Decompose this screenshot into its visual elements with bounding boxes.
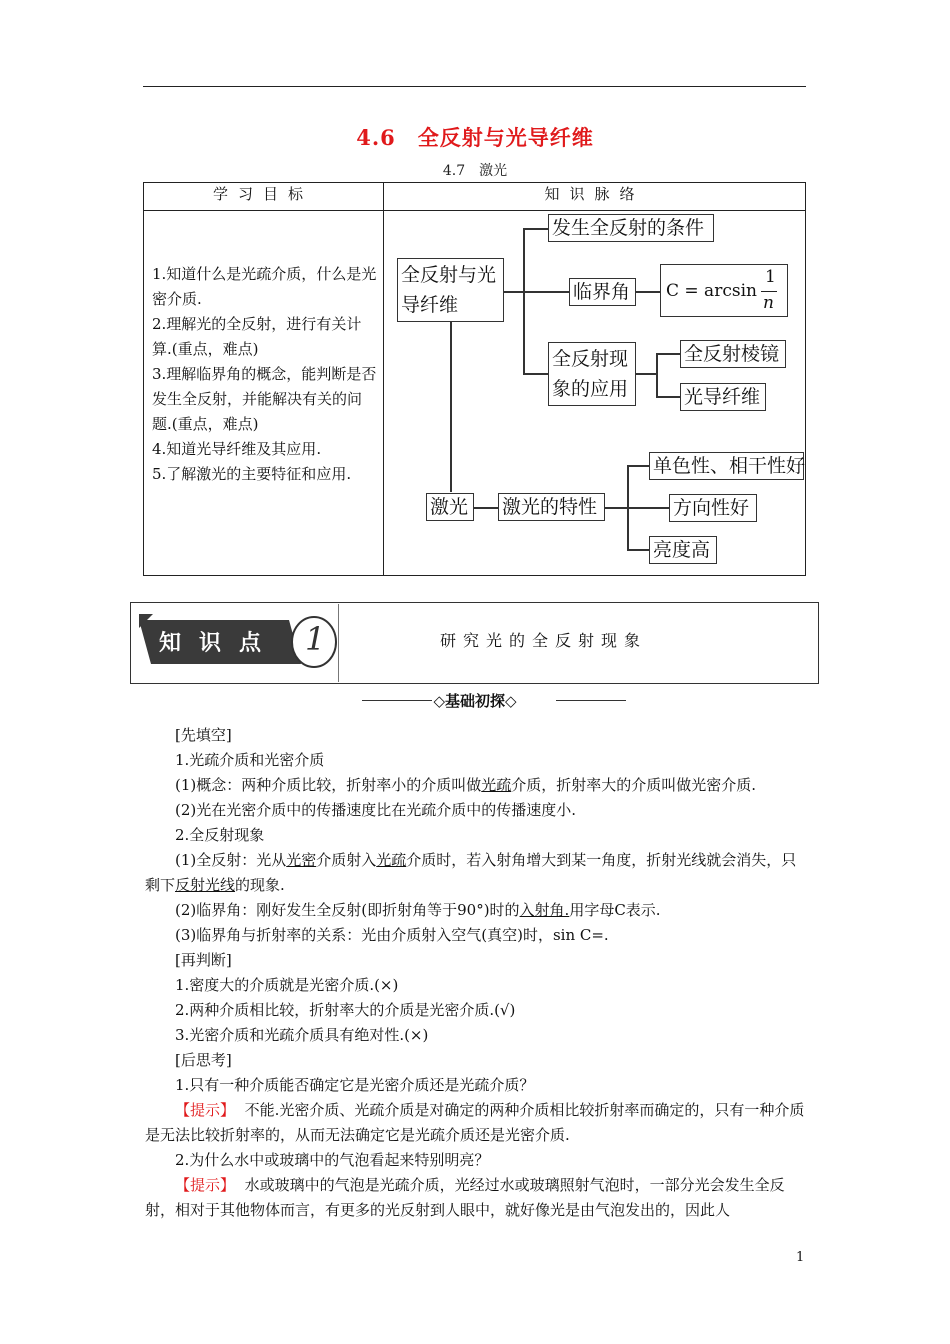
map-node-critical-angle: 临界角 [569,278,636,306]
underlined-answer: 光密 [286,851,317,869]
section-2-1 [145,848,810,898]
goal-item: 2.理解光的全反射，进行有关计算.(重点，难点) [152,315,362,358]
map-node-condition: 发生全反射的条件 [548,214,714,242]
goal-item: 3.理解临界角的概念，能判断是否发生全反射，并能解决有关的问题.(重点，难点) [152,365,377,433]
hint-label: 【提示】 [175,1176,236,1194]
map-node-applications: 全反射现象的应用 [548,342,636,406]
answer-text: 不能.光密介质、光疏介质是对确定的两种介质相比较折射率而确定的，只有一种介质是无法比较折射率的，从而无法确定它是光疏介质还是光密介质. [145,1101,805,1144]
connector-line [450,322,452,492]
section-1-title: 1.光疏介质和光密介质 [175,751,325,769]
connector-line [627,507,669,509]
top-rule [143,86,806,87]
table-header-divider [143,210,806,211]
question-1: 1.只有一种介质能否确定它是光密介质还是光疏介质？ [175,1076,535,1094]
answer-1 [145,1098,810,1148]
text-span: 介质射入 [316,851,377,869]
connector-line [656,396,680,398]
text-span: (1)概念：两种介质比较，折射率小的介质叫做 [175,776,482,794]
connector-line [523,373,549,375]
table-column-divider [383,182,384,576]
map-node-prism: 全反射棱镜 [680,340,786,368]
answer-2 [145,1173,810,1223]
judge-item: 3.光密介质和光疏介质具有绝对性.(×) [175,1026,429,1044]
banner-divider [338,604,339,682]
map-node-monochromatic: 单色性、相干性好 [649,452,804,480]
text-span: (2)临界角：刚好发生全反射(即折射角等于90°)时的 [175,901,520,919]
section-2-title: 2.全反射现象 [175,826,265,844]
think-label: [后思考] [175,1051,232,1069]
map-node-laser: 激光 [426,493,474,521]
knowledge-point-title: 研究光的全反射现象 [440,631,648,650]
section-2-2 [145,898,810,923]
map-node-optical-fiber: 光导纤维 [680,383,766,411]
underlined-answer: 光疏 [481,776,512,794]
connector-line [605,507,627,509]
badge-label: 知识点 [159,631,280,656]
map-node-directional: 方向性好 [669,494,757,522]
underlined-answer: 入射角. [519,901,570,919]
connector-line [636,373,656,375]
formula-text: C = arcsin [666,281,757,301]
connector-line [636,291,660,293]
header-knowledge-map: 知识脉络 [544,185,645,203]
fill-blank-label: [先填空] [175,726,232,744]
map-node-total-reflection-fiber: 全反射与光导纤维 [397,258,504,322]
judge-item: 1.密度大的介质就是光密介质.(×) [175,976,399,994]
hint-label: 【提示】 [175,1101,236,1119]
connector-line [627,549,649,551]
connector-line [474,507,498,509]
text-span: 介质，折射率大的介质叫做光密介质. [511,776,757,794]
goal-item: 5.了解激光的主要特征和应用. [152,465,352,483]
connector-line [627,465,649,467]
question-2: 2.为什么水中或玻璃中的气泡看起来特别明亮？ [175,1151,490,1169]
section-1-1 [145,773,810,798]
connector-line [503,291,523,293]
basic-heading: ◇基础初探◇ [433,692,517,710]
connector-line [656,353,658,396]
connector-line [656,353,680,355]
goal-item: 1.知道什么是光疏介质，什么是光密介质. [152,265,377,308]
judge-label: [再判断] [175,951,232,969]
connector-line [523,228,525,374]
knowledge-point-badge [139,614,326,666]
header-learning-goals: 学习目标 [212,185,313,203]
page-number: 1 [796,1250,805,1265]
text-span: 用字母C表示. [569,901,661,919]
answer-text: 水或玻璃中的气泡是光疏介质，光经过水或玻璃照射气泡时，一部分光会发生全反射，相对于其他物体而言，有更多的光反射到人眼中，就好像光是由气泡发出的，因此人 [145,1176,785,1219]
connector-line [523,228,549,230]
section-2-3: (3)临界角与折射率的关系：光由介质射入空气(真空)时，sin C=. [175,926,609,944]
formula-denominator: n [763,293,774,313]
underlined-answer: 光疏 [376,851,407,869]
judge-item: 2.两种介质相比较，折射率大的介质是光密介质.(√) [175,1001,516,1019]
section-1-2: (2)光在光密介质中的传播速度比在光疏介质中的传播速度小. [175,801,577,819]
text-span: (1)全反射：光从 [175,851,287,869]
page-title: 4.6 全反射与光导纤维 [356,125,594,150]
map-node-formula [660,264,788,317]
underlined-answer: 反射光线 [175,876,236,894]
goal-item: 4.知道光导纤维及其应用. [152,440,322,458]
page-subtitle: 4.7 激光 [442,163,508,179]
badge-number: 1 [305,620,326,658]
connector-line [523,291,569,293]
map-node-brightness: 亮度高 [649,536,717,564]
map-node-laser-features: 激光的特性 [498,493,605,521]
text-span: 介质时，若入射角增大到某一角度，折射光线就会消失，只剩下 [145,851,797,894]
text-span: 的现象. [235,876,285,894]
formula-numerator: 1 [765,267,776,287]
goals-list [152,262,378,487]
